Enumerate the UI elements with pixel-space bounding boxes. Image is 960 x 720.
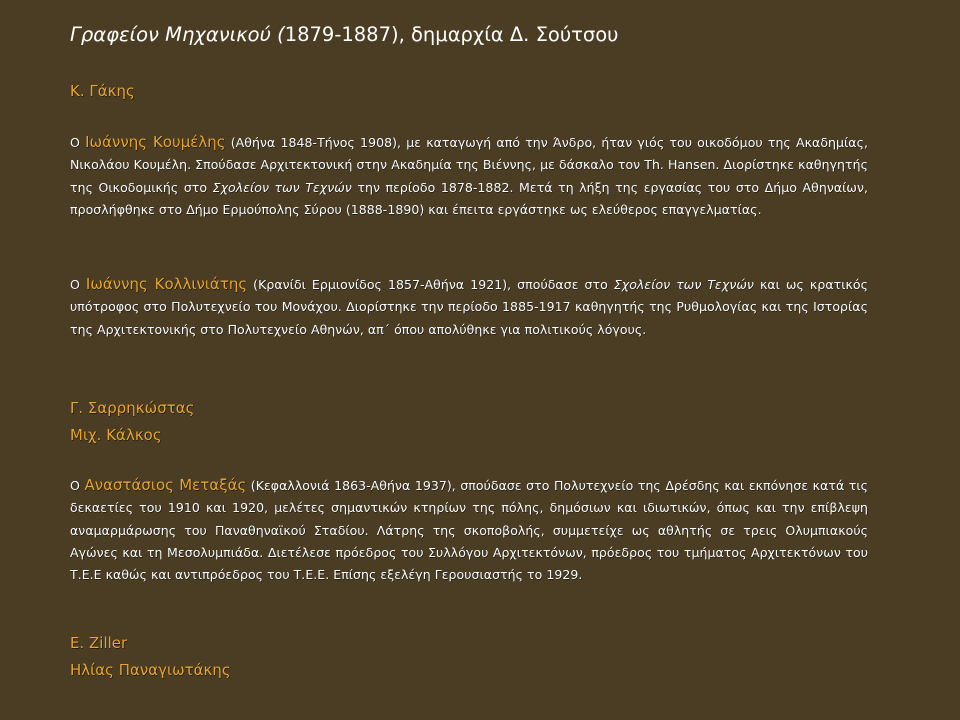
paragraph-text: (Κρανίδι Ερμιονίδος 1857-Αθήνα 1921), σπούδασε στο xyxy=(247,277,614,292)
paragraph-prefix: Ο xyxy=(70,277,86,292)
paragraph-text: (Αθήνα 1848-Τήνος 1908), με καταγωγή από την Άνδρο, ήταν γιός του οικοδόμου της Ακαδημίας, Νικολάου Κουμέλη. Σπούδασε Αρχιτεκτονική στην Ακαδημία της Βιέννης, με δάσκαλο τον Th. Hansen. Διορίστηκε καθηγητής της Οικοδομικής στο xyxy=(70,135,869,195)
author-ziller: E. Ziller xyxy=(70,634,128,652)
author-kalkos: Μιχ. Κάλκος xyxy=(70,426,162,444)
paragraph-text: την περίοδο 1878-1882. Μετά τη λήξη της εργασίας του στο Δήμο Αθηναίων, προσλήφθηκε στο Δήμο Ερμούπολης Σύρου (1888-1890) και έπειτα εργάστηκε ως ελεύθερος επαγγελματίας. xyxy=(70,179,868,217)
paragraph-text: (Κεφαλλονιά 1863-Αθήνα 1937), σπούδασε στο Πολυτεχνείο της Δρέσδης και εκπόνησε κατά τις δεκαετίες του 1910 και 1920, μελέτες σημαντικών κτηρίων της πόλης, δημόσιων και ιδιωτικών, όπως και την επίβλεψη αναμαρμάρωσης του Παναθηναϊκού Σταδίου. Λάτρης της σκοποβολής, συμμετείχε ως αθλητής σε τρεις Ολυμπιακούς Αγώνες και τη Μεσολυμπιάδα. Διετέλεσε πρόεδρος του Συλλόγου Αρχιτεκτόνων, πρόεδρος του τμήματος Αρχιτεκτόνων του Τ.Ε.Ε καθώς και αντιπρόεδρος του Τ.Ε.Ε. Επίσης εξελέγη Γερουσιαστής το 1929. xyxy=(70,478,869,583)
author-sarrikostas: Γ. Σαρρηκώστας xyxy=(70,399,195,417)
person-name-kollniatis: Ιωάννης Κολλινιάτης xyxy=(85,275,248,293)
italic-school-name: Σχολείον των Τεχνών xyxy=(212,179,352,195)
italic-school-name: Σχολείον των Τεχνών xyxy=(613,277,754,292)
paragraph-kollniatis xyxy=(70,273,868,341)
person-name-koumelis: Ιωάννης Κουμέλης xyxy=(85,133,226,151)
author-panagiotakis: Ηλίας Παναγιωτάκης xyxy=(70,661,231,679)
paragraph-prefix: Ο xyxy=(70,135,86,150)
paragraph-metaxas xyxy=(70,474,868,586)
person-name-metaxas: Αναστάσιος Μεταξάς xyxy=(84,476,247,494)
slide-title xyxy=(70,22,618,48)
paragraph-prefix: Ο xyxy=(70,478,85,493)
paragraph-koumelis xyxy=(70,131,868,221)
author-gakis: Κ. Γάκης xyxy=(70,82,135,100)
title-rest: 1879-1887), δημαρχία Δ. Σούτσου xyxy=(284,23,619,46)
paragraph-text: και ως κρατικός υπότροφος στο Πολυτεχνείο του Μονάχου. Διορίστηκε την περίοδο 1885-1917 καθηγητής της Ρυθμολογίας και της Ιστορίας της Αρχιτεκτονικής στο Πολυτεχνείο Αθηνών, απ΄ όπου απολύθηκε για πολιτικούς λόγους. xyxy=(70,277,868,337)
title-italic: Γραφείον Μηχανικού ( xyxy=(70,23,285,46)
